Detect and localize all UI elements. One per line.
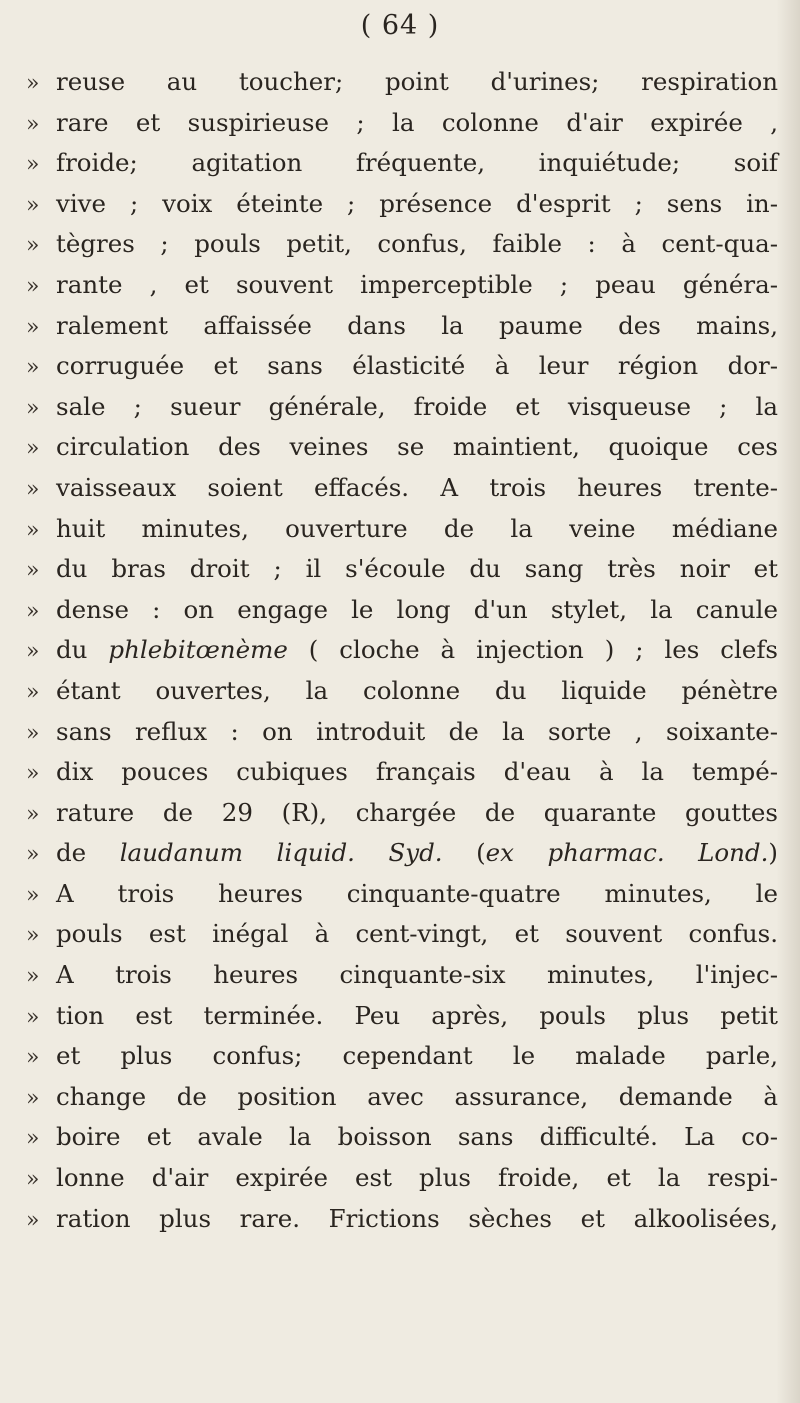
text-run: du bras droit ; il s'écoule du sang très noir et [56,554,778,584]
text-line [26,427,786,468]
quotation-mark: » [26,598,40,624]
line-text [56,1199,778,1240]
quotation-mark: » [26,720,40,746]
text-line [26,712,786,753]
quotation-mark: » [26,761,40,787]
text-run: A trois heures cinquante-quatre minutes, le [56,878,778,908]
line-text [56,955,778,996]
line-text [56,874,778,915]
quotation-mark: » [26,1085,40,1111]
text-line [26,306,786,347]
text-run: dense : on engage le long d'un stylet, la canule [56,594,778,624]
text-run: lonne d'air expirée est plus froide, et la respi- [56,1163,778,1193]
quotation-mark: » [26,233,40,259]
text-run: sans reflux : on introduit de la sorte , soixante- [56,716,778,746]
line-text [56,62,778,103]
quotation-mark: » [26,152,40,178]
quotation-mark: » [26,1126,40,1152]
line-text [56,224,778,265]
text-run: boire et avale la boisson sans difficulté. La co- [56,1122,778,1152]
quotation-mark: » [26,801,40,827]
text-run: ralement affaissée dans la paume des mains, [56,310,778,340]
line-text [56,671,778,712]
line-text [56,996,778,1037]
quotation-mark: » [26,71,40,96]
line-text [56,265,778,306]
text-line [26,549,786,590]
quotation-mark: » [26,1167,40,1193]
text-run: ( cloche à injection ) ; les clefs [287,635,778,665]
line-text [56,630,778,671]
quotation-mark: » [26,111,40,137]
text-line [26,671,786,712]
text-line [26,184,786,225]
text-run: A trois heures cinquante-six minutes, l'injec- [56,960,778,990]
line-text [56,833,778,874]
quotation-mark: » [26,1207,40,1233]
line-text [56,306,778,347]
page-number: ( 64 ) [360,10,440,41]
text-line [26,509,786,550]
line-text [56,468,778,509]
text-run: vaisseaux soient effacés. A trois heures trente- [56,472,778,502]
line-text [56,793,778,834]
text-line [26,1199,786,1240]
text-line [26,874,786,915]
line-text [56,184,778,225]
line-text [56,509,778,550]
text-run: circulation des veines se maintient, quoique ces [56,432,778,462]
quotation-mark: » [26,355,40,381]
line-text [56,1077,778,1118]
quotation-mark: » [26,923,40,949]
quotation-mark: » [26,882,40,908]
text-run: ration plus rare. Frictions sèches et alkoolisées, [56,1203,778,1233]
quotation-mark: » [26,314,40,340]
italic-text: phlebitœnème [108,635,288,665]
quotation-mark: » [26,558,40,584]
quotation-mark: » [26,964,40,990]
text-line [26,265,786,306]
text-run: rante , et souvent imperceptible ; peau généra- [56,269,778,299]
text-line [26,590,786,631]
text-run: rare et suspirieuse ; la colonne d'air expirée , [56,107,778,137]
line-text [56,590,778,631]
quotation-mark: » [26,1004,40,1030]
text-run: et plus confus; cependant le malade parle, [56,1041,778,1071]
italic-text: ex pharmac. Lond. [485,838,769,868]
text-line [26,793,786,834]
quotation-mark: » [26,679,40,705]
text-line [26,1036,786,1077]
text-line [26,630,786,671]
text-line [26,143,786,184]
text-line [26,752,786,793]
text-line [26,1117,786,1158]
text-run: rature de 29 (R), chargée de quarante gouttes [56,797,778,827]
quotation-mark: » [26,517,40,543]
text-line [26,387,786,428]
line-text [56,549,778,590]
quotation-mark: » [26,436,40,462]
text-run: huit minutes, ouverture de la veine médiane [56,513,778,543]
quotation-mark: » [26,192,40,218]
text-run: change de position avec assurance, demande à [56,1081,778,1111]
text-line [26,996,786,1037]
line-text [56,914,778,955]
text-line [26,468,786,509]
text-run: tègres ; pouls petit, confus, faible : à cent-qua- [56,229,778,259]
quotation-mark: » [26,1045,40,1071]
body-text [26,62,786,1239]
text-line [26,1158,786,1199]
line-text [56,427,778,468]
line-text [56,143,778,184]
text-run: corruguée et sans élasticité à leur région dor- [56,351,778,381]
text-run: dix pouces cubiques français d'eau à la tempé- [56,757,778,787]
line-text [56,387,778,428]
text-run: pouls est inégal à cent-vingt, et souvent confus. [56,919,778,949]
text-run: ) [768,838,778,868]
text-run: tion est terminée. Peu après, pouls plus petit [56,1000,778,1030]
text-run: reuse au toucher; point d'urines; respiration [56,67,778,96]
quotation-mark: » [26,273,40,299]
text-line [26,224,786,265]
text-line [26,955,786,996]
text-line [26,914,786,955]
line-text [56,346,778,387]
text-line [26,346,786,387]
text-run: de [56,838,120,868]
line-text [56,1158,778,1199]
text-run: ( [442,838,486,868]
text-line [26,1077,786,1118]
italic-text: laudanum liquid. Syd. [119,838,443,868]
text-line [26,62,786,103]
line-text [56,1117,778,1158]
text-line [26,103,786,144]
line-text [56,1036,778,1077]
text-line [26,833,786,874]
text-run: vive ; voix éteinte ; présence d'esprit ; sens in- [56,188,778,218]
quotation-mark: » [26,395,40,421]
text-run: sale ; sueur générale, froide et visqueuse ; la [56,391,778,421]
quotation-mark: » [26,476,40,502]
text-run: étant ouvertes, la colonne du liquide pénètre [56,675,778,705]
quotation-mark: » [26,639,40,665]
text-run: du [56,635,109,665]
line-text [56,712,778,753]
line-text [56,103,778,144]
text-run: froide; agitation fréquente, inquiétude; soif [56,148,778,178]
quotation-mark: » [26,842,40,868]
line-text [56,752,778,793]
